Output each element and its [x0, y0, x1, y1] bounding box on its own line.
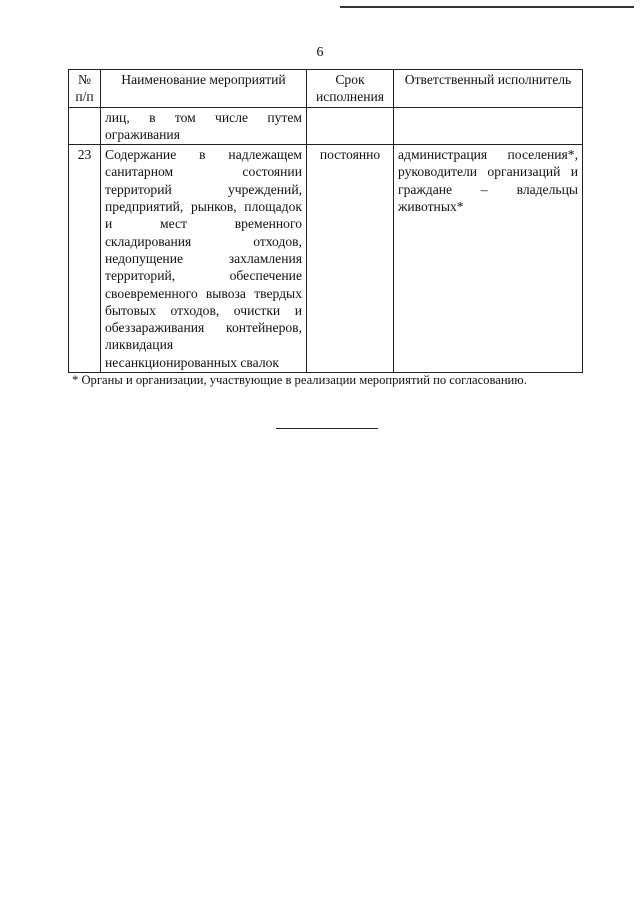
- row-responsible: [394, 107, 583, 145]
- header-number: № п/п: [69, 70, 101, 108]
- row-number: [69, 107, 101, 145]
- row-term: [307, 107, 394, 145]
- row-measure-name: лиц, в том числе путем ограживания: [101, 107, 307, 145]
- table-row: [69, 107, 583, 145]
- row-measure-name: Содержание в надлежащем санитарном состоянии территорий учреждений, предприятий, рынков, площадок и мест временного складирования отходов, недопущение захламления территорий, обеспечение своевременного вывоза твердых бытовых отходов, очистки и обеззараживания контейнеров, ликвидация несанкционированных свалок: [101, 145, 307, 373]
- measures-table: [68, 69, 583, 373]
- end-rule: [276, 428, 378, 429]
- row-responsible: администрация поселения*, руководители организаций и граждане – владельцы животных*: [394, 145, 583, 373]
- row-number: 23: [69, 145, 101, 373]
- table-header-row: [69, 70, 583, 108]
- page-number: 6: [316, 45, 324, 60]
- header-responsible: Ответственный исполнитель: [394, 70, 583, 108]
- footnote: * Органы и организации, участвующие в реализации мероприятий по согласованию.: [72, 373, 527, 387]
- header-measure-name: Наименование мероприятий: [101, 70, 307, 108]
- header-term: Срок исполнения: [307, 70, 394, 108]
- row-term: постоянно: [307, 145, 394, 373]
- table-row: [69, 145, 583, 373]
- top-rule: [340, 6, 634, 8]
